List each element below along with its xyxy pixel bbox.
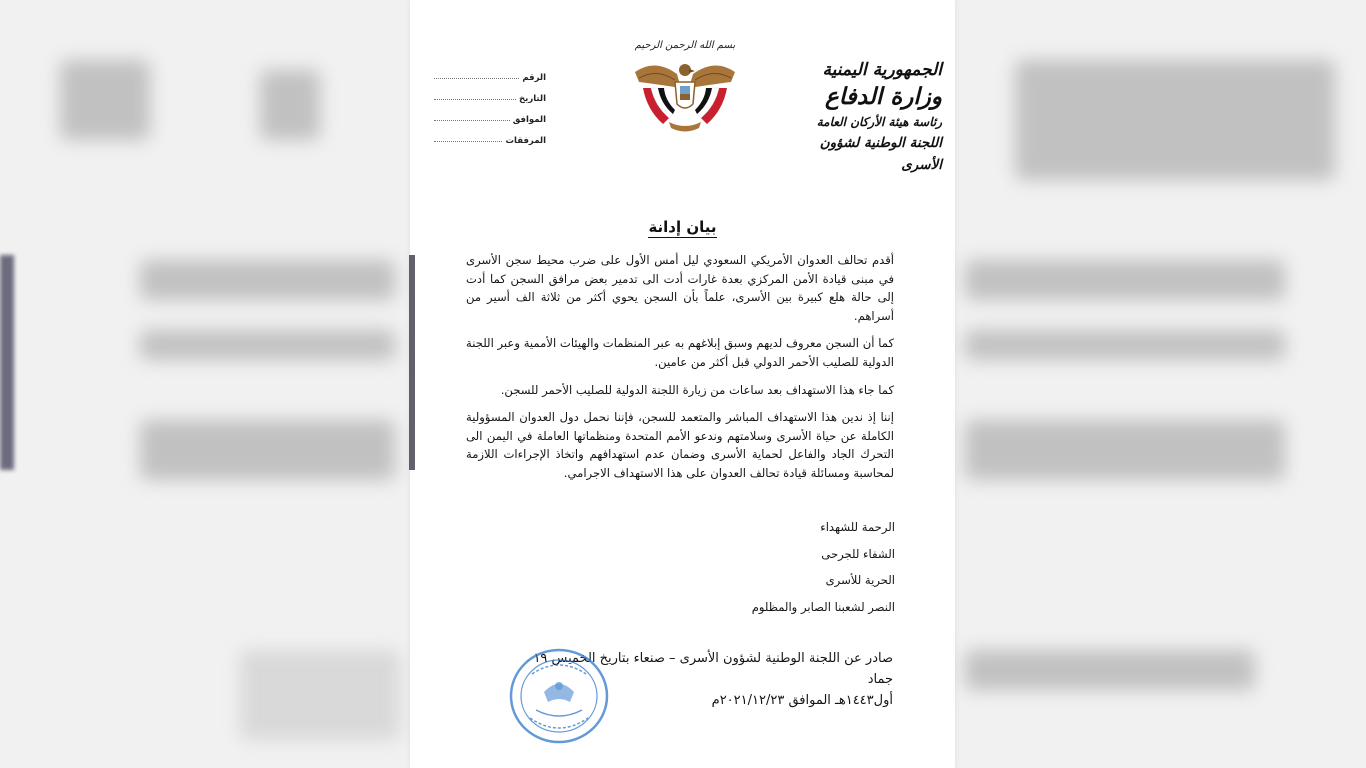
background-blur-left: [0, 0, 410, 768]
basmala: بسم الله الرحمن الرحيم: [634, 40, 736, 51]
ref-number-row: [434, 62, 546, 83]
page-edge-strip: [409, 255, 415, 470]
yemen-eagle-emblem-icon: [625, 38, 745, 138]
ref-number-label: الرقم: [522, 73, 546, 83]
ministry-header: [802, 58, 942, 176]
closing-line: الشفاء للجرحى: [821, 546, 895, 561]
body-paragraph: أقدم تحالف العدوان الأمريكي السعودي ليل أمس الأول على ضرب محيط سجن الأسرى في مبنى قيادة الأمن المركزي بعدة غارات أدت الى تدمير بعض مرافق السجن كما أدت إلى حالة هلع كبيرة بين الأسرى، علماً بأن السجن يحوي أكثر من ثلاثة الف أسير من أسراهم.: [466, 253, 894, 323]
ref-date-row: [434, 83, 546, 104]
closing-lines: [752, 514, 895, 620]
closing-line: النصر لشعبنا الصابر والمظلوم: [751, 599, 895, 614]
issued-line: أول١٤٤٣هـ الموافق ٢٠٢١/١٢/٢٣م: [711, 693, 893, 708]
side-strip: [0, 255, 14, 470]
ref-date-label: التاريخ: [519, 94, 546, 104]
closing-line: الرحمة للشهداء: [820, 520, 895, 534]
body-paragraph: كما جاء هذا الاستهداف بعد ساعات من زيارة اللجنة الدولية للصليب الأحمر للسجن.: [500, 382, 894, 397]
document-page: [410, 0, 955, 768]
ref-attachments-label: المرفقات: [505, 136, 546, 146]
ministry-line: رئاسة هيئة الأركان العامة: [816, 115, 942, 129]
statement-title: [410, 217, 955, 236]
ministry-line: الجمهورية اليمنية: [822, 60, 942, 80]
body-paragraph: إننا إذ ندين هذا الاستهداف المباشر والمتعمد للسجن، فإننا نحمل دول العدوان المسؤولية الكاملة عن حياة الأسرى وسلامتهم وندعو الأمم المتحدة ومنظماتها العاملة في اليمن الى التحرك الجاد والفاعل لحماية الأسرى وضمان عدم استهدافهم واتخاذ الإجراءات اللازمة لمحاسبة ومسائلة قيادة تحالف العدوان على هذا الاستهداف الاجرامي.: [466, 410, 894, 480]
background-blur-right: [955, 0, 1366, 768]
official-stamp-icon: [506, 646, 612, 746]
statement-body: [466, 251, 894, 492]
reference-fields: [434, 62, 546, 146]
body-paragraph: كما أن السجن معروف لديهم وسبق إبلاغهم به عبر المنظمات والهيئات الأممية وعبر اللجنة الدولية للصليب الأحمر الدولي قبل أكثر من عامين.: [466, 336, 894, 369]
ref-corresponding-label: الموافق: [512, 115, 546, 125]
ref-corresponding-row: [434, 104, 546, 125]
ref-attachments-row: [434, 125, 546, 146]
issued-line: صادر عن اللجنة الوطنية لشؤون الأسرى – صنعاء بتاريخ الخميس ١٩ جماد: [533, 651, 893, 687]
statement-title-text: بيان إدانة: [648, 218, 717, 236]
closing-line: الحرية للأسرى: [825, 573, 895, 587]
ministry-line: وزارة الدفاع: [825, 83, 942, 110]
ministry-line: اللجنة الوطنية لشؤون الأسرى: [819, 135, 942, 173]
